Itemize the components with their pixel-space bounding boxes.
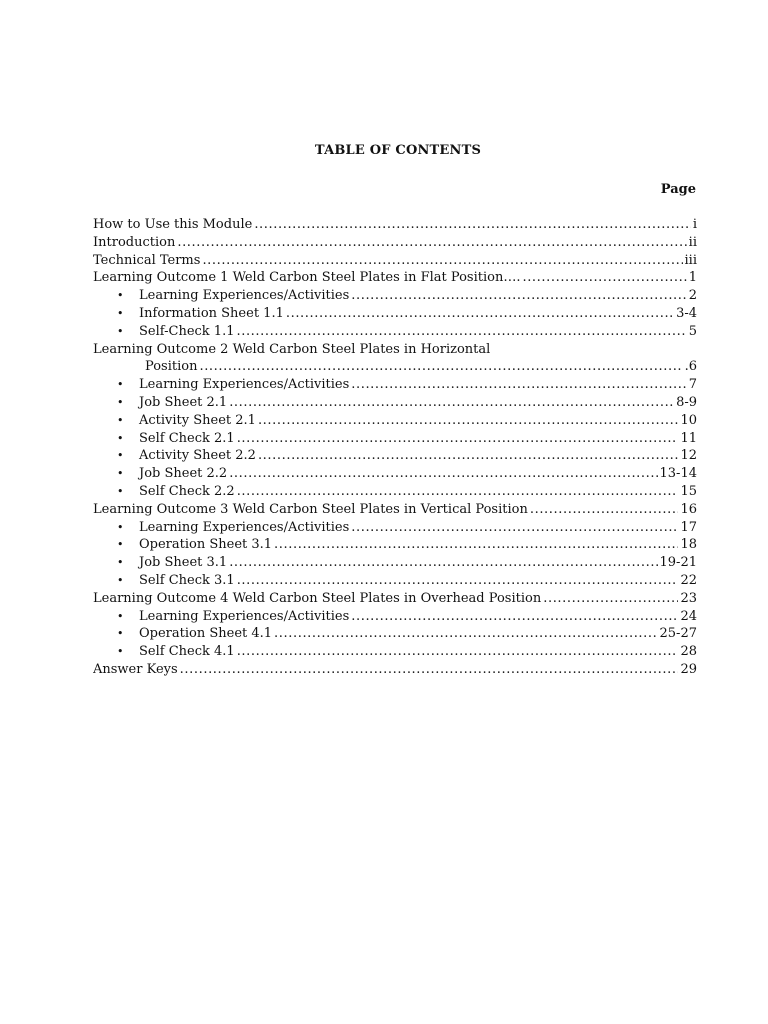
toc-entry [93,234,697,252]
toc-entry-page: 7 [688,377,697,393]
toc-title: TABLE OF CONTENTS [314,143,482,158]
toc-entry-page: 1 [688,270,697,286]
dot-leader [177,234,686,252]
toc-entry [93,269,697,287]
dot-leader [258,447,679,465]
toc-entry-label: Operation Sheet 4.1 [139,626,273,642]
toc-subentry [93,483,697,501]
toc-entry-label: Information Sheet 1.1 [139,305,284,321]
dot-leader [237,643,679,661]
toc-entry-page: .6 [684,359,697,375]
bullet-icon: • [117,645,124,659]
toc-entry [93,252,697,270]
toc-entry-label: Self Check 2.1 [139,430,235,446]
toc-entry [93,358,697,376]
dot-leader [274,625,657,643]
bullet-icon: • [117,378,124,392]
toc-entry-page: 12 [680,448,697,464]
toc-entry-label: Learning Outcome 4 Weld Carbon Steel Plates in Overhead Position [93,590,542,606]
toc-entry-page: iii [684,252,697,268]
toc-entry-page: i [692,217,697,232]
bullet-icon: • [117,306,124,320]
dot-leader [237,572,679,590]
dot-leader [237,483,679,501]
toc-subentry [93,376,697,394]
bullet-icon: • [117,467,124,481]
dot-leader [530,501,679,519]
bullet-icon: • [117,413,124,427]
toc-entry-label: How to Use this Module [93,217,253,232]
toc-entry [93,590,697,608]
toc-entry-label: Learning Experiences/Activities [139,608,350,624]
toc-entry-label: Learning Experiences/Activities [139,519,350,535]
toc-subentry [93,394,697,412]
bullet-icon: • [117,484,124,498]
toc-entry-page: 10 [680,412,697,428]
toc-subentry [93,643,697,661]
dot-leader [199,358,682,376]
toc-entry-label: Job Sheet 2.1 [139,394,228,410]
toc-entry-page: 23 [680,590,697,606]
bullet-icon: • [117,520,124,534]
bullet-icon: • [117,538,124,552]
toc-entry [93,661,697,679]
toc-entry-label: Job Sheet 3.1 [139,555,228,571]
toc-subentry [93,412,697,430]
toc-subentry [93,305,697,323]
toc-entry-label: Learning Experiences/Activities [139,288,350,304]
toc-entry-page: 13-14 [659,466,697,482]
dot-leader [351,376,686,394]
dot-leader [237,430,679,448]
toc-entry-label: Activity Sheet 2.1 [139,412,256,428]
dot-leader [351,287,686,305]
dot-leader [202,252,682,270]
toc-entry [93,501,697,519]
toc-subentry [93,572,697,590]
toc-list [93,216,697,679]
toc-entry-label: Technical Terms [93,252,201,268]
toc-entry-label: Learning Outcome 1 Weld Carbon Steel Plates in Flat Position…. [93,270,521,286]
toc-entry-label: Activity Sheet 2.2 [139,448,256,464]
toc-entry-page: 16 [680,501,697,517]
toc-entry-label: Self Check 3.1 [139,572,235,588]
dot-leader [229,465,657,483]
toc-entry-label: Learning Outcome 2 Weld Carbon Steel Plates in Horizontal [93,341,491,357]
toc-entry-page: ii [688,234,697,250]
dot-leader [274,536,678,554]
toc-entry-page: 11 [680,430,697,446]
toc-entry-label: Operation Sheet 3.1 [139,537,273,553]
dot-leader [180,661,679,679]
toc-entry-page: 19-21 [659,555,697,571]
toc-entry-page: 29 [680,661,697,677]
toc-subentry [93,536,697,554]
toc-entry [93,341,697,359]
toc-entry-label: Answer Keys [93,661,178,677]
dot-leader [254,216,691,234]
dot-leader [229,554,657,572]
toc-entry-label: Position [145,359,198,375]
page-column-header: Page [660,182,696,197]
toc-entry-page: 18 [680,537,697,553]
toc-subentry [93,608,697,626]
bullet-icon: • [117,289,124,303]
toc-subentry [93,447,697,465]
toc-subentry [93,323,697,341]
bullet-icon: • [117,573,124,587]
toc-entry-page: 3-4 [676,305,697,321]
toc-subentry [93,554,697,572]
bullet-icon: • [117,627,124,641]
bullet-icon: • [117,431,124,445]
toc-subentry [93,287,697,305]
toc-entry-page: 22 [680,572,697,588]
toc-entry-label: Job Sheet 2.2 [139,466,228,482]
toc-entry-page: 15 [680,483,697,499]
dot-leader [522,269,686,287]
toc-subentry [93,519,697,537]
dot-leader [351,608,678,626]
toc-subentry [93,625,697,643]
toc-subentry [93,465,697,483]
bullet-icon: • [117,324,124,338]
bullet-icon: • [117,395,124,409]
dot-leader [236,323,686,341]
dot-leader [543,590,678,608]
toc-subentry [93,430,697,448]
toc-entry-page: 28 [680,644,697,660]
toc-entry [93,216,697,234]
toc-entry-page: 8-9 [676,394,697,410]
toc-entry-page: 5 [688,323,697,339]
toc-entry-page: 2 [688,288,697,304]
toc-entry-page: 24 [680,608,697,624]
toc-entry-label: Self Check 2.2 [139,483,235,499]
dot-leader [229,394,674,412]
toc-entry-label: Learning Experiences/Activities [139,377,350,393]
dot-leader [286,305,674,323]
bullet-icon: • [117,449,124,463]
dot-leader [351,519,678,537]
toc-entry-label: Introduction [93,234,176,250]
toc-entry-page: 25-27 [659,626,697,642]
bullet-icon: • [117,556,124,570]
toc-entry-label: Self-Check 1.1 [139,323,235,339]
toc-entry-page: 17 [680,519,697,535]
toc-entry-label: Self Check 4.1 [139,644,235,660]
dot-leader [258,412,679,430]
bullet-icon: • [117,609,124,623]
toc-entry-label: Learning Outcome 3 Weld Carbon Steel Plates in Vertical Position [93,501,528,517]
